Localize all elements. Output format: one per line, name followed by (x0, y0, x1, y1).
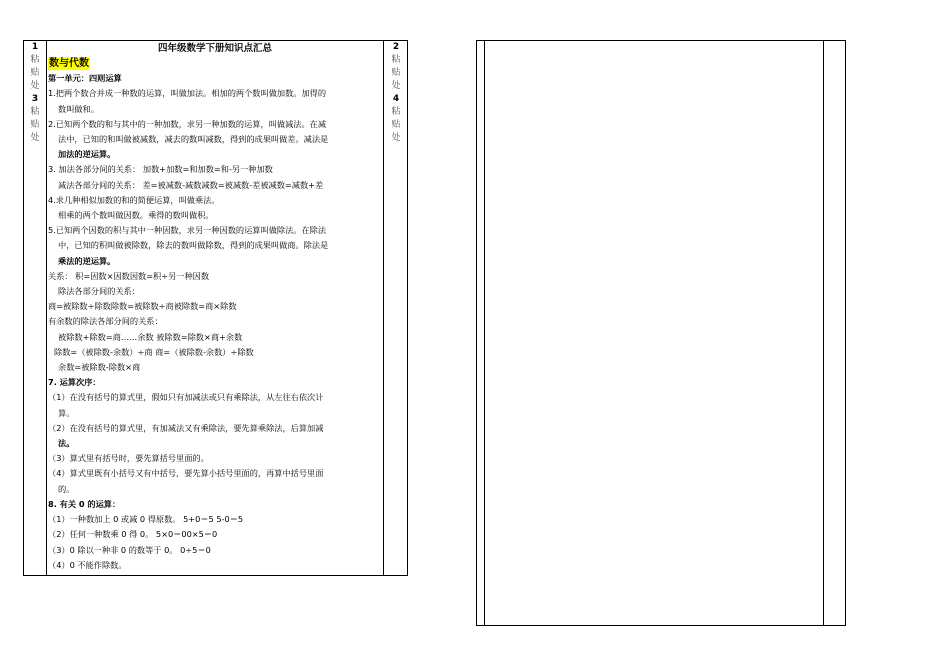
text-line: 被除数+除数=商……余数 被除数=除数×商+余数 (58, 331, 243, 342)
section-heading: 数与代数 (49, 58, 89, 69)
right-margin-divider (383, 41, 384, 575)
unit-heading: 第一单元：四则运算 (48, 73, 122, 84)
glue-char: 粘 (391, 55, 401, 65)
text-line: 7. 运算次序： (48, 377, 101, 388)
glue-char: 粘 (30, 107, 40, 117)
text-line: 的。 (58, 483, 75, 494)
left-glue-column (24, 41, 46, 145)
text-line: 4.求几种相似加数的和的简便运算，叫做乘法。 (48, 194, 220, 205)
right-margin-divider (823, 41, 824, 625)
text-line: 中，已知的积叫做被除数，除去的数叫做除数，得到的成果叫做商。除法是 (58, 240, 329, 251)
text-line: （2）任何一种数乘 0 得 0。 5×0＝00×5＝0 (48, 529, 218, 540)
text-line: （4）0 不能作除数。 (48, 559, 127, 570)
text-line: 加法的逆运算。 (58, 149, 116, 160)
glue-char: 贴 (30, 120, 40, 130)
text-line: 法。 (58, 438, 75, 449)
page-number-1: 1 (31, 42, 39, 52)
text-line: （3）算式里有括号时，要先算括号里面的。 (48, 453, 209, 464)
text-line: 商=被除数÷除数除数=被除数÷商被除数=商×除数 (48, 301, 237, 312)
page-number-3: 3 (31, 94, 39, 104)
text-line: 法中，已知的和叫做被减数，减去的数叫减数，得到的成果叫做差。减法是 (58, 134, 329, 145)
text-line: （3）0 除以一种非 0 的数等于 0。 0÷5＝0 (48, 544, 211, 555)
glue-char: 粘 (391, 107, 401, 117)
left-margin-divider (484, 41, 485, 625)
text-line: 乘法的逆运算。 (58, 255, 116, 266)
text-line: （1）在没有括号的算式里，假如只有加减法或只有乘除法，从左往右依次计 (48, 392, 324, 403)
text-line: 3. 加法各部分间的关系： 加数+加数=和加数=和-另一种加数 (48, 164, 273, 175)
text-line: 减法各部分间的关系： 差=被减数-减数减数=被减数-差被减数=减数+差 (58, 179, 324, 190)
glue-char: 贴 (391, 120, 401, 130)
glue-char: 处 (391, 133, 401, 143)
right-glue-column (385, 41, 407, 145)
glue-char: 粘 (30, 55, 40, 65)
page-title: 四年级数学下册知识点汇总 (157, 43, 272, 54)
right-page (476, 40, 846, 626)
text-line: 相乘的两个数叫做因数。乘得的数叫做积。 (58, 210, 214, 221)
glue-char: 处 (391, 81, 401, 91)
text-line: 算。 (58, 407, 75, 418)
page-number-2: 2 (392, 42, 400, 52)
text-line: 余数=被除数-除数×商 (58, 362, 141, 373)
text-line: （2）在没有括号的算式里，有加减法又有乘除法，要先算乘除法，后算加减 (48, 422, 324, 433)
text-line: 有余数的除法各部分间的关系： (48, 316, 163, 327)
left-margin-divider (46, 41, 47, 575)
left-page (23, 40, 408, 576)
text-line: （4）算式里既有小括号又有中括号，要先算小括号里面的，再算中括号里面 (48, 468, 324, 479)
glue-char: 贴 (30, 68, 40, 78)
text-line: 5.已知两个因数的积与其中一种因数，求另一种因数的运算叫做除法。在除法 (48, 225, 327, 236)
text-line: 除数=（被除数-余数）÷商 商=（被除数-余数）÷除数 (54, 346, 254, 357)
text-line: 2.已知两个数的和与其中的一种加数，求另一种加数的运算，叫做减法。在减 (48, 118, 327, 129)
text-line: 数叫做和。 (58, 103, 99, 114)
text-line: （1）一种数加上 0 或减 0 得原数。 5+0＝5 5-0＝5 (48, 514, 244, 525)
glue-char: 处 (30, 133, 40, 143)
glue-char: 贴 (391, 68, 401, 78)
text-line: 8. 有关 0 的运算： (48, 498, 121, 509)
document-content (48, 41, 382, 573)
glue-char: 处 (30, 81, 40, 91)
text-line: 1.把两个数合并成一种数的运算，叫做加法。相加的两个数叫做加数。加得的 (48, 88, 327, 99)
page-number-4: 4 (392, 94, 400, 104)
text-line: 除法各部分间的关系： (58, 286, 140, 297)
text-line: 关系： 积=因数×因数因数=积÷另一种因数 (48, 270, 210, 281)
